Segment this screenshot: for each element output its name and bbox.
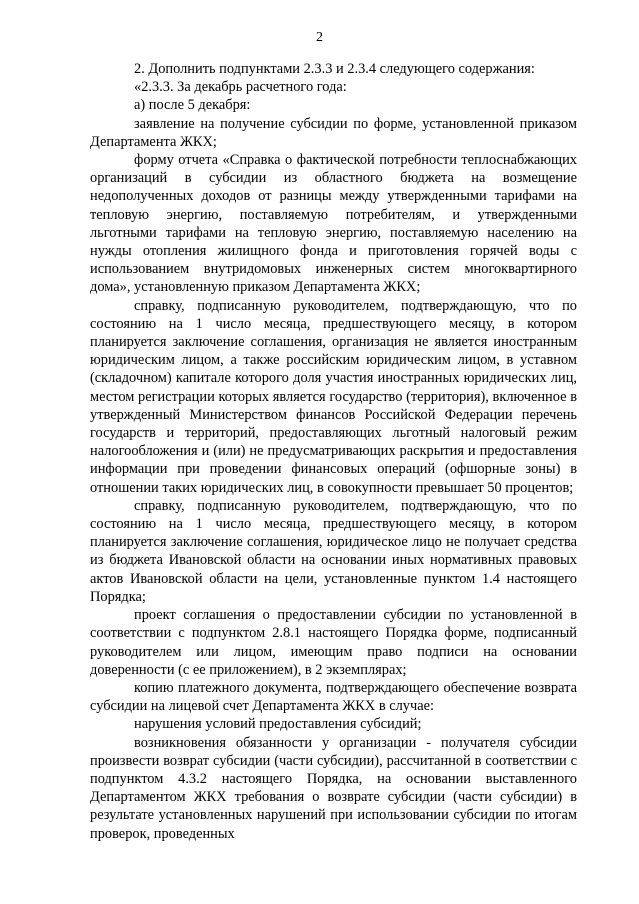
paragraph-item-a: а) после 5 декабря: <box>134 97 251 114</box>
paragraph-violation: нарушения условий предоставления субсидий; <box>134 716 422 733</box>
paragraph-agreement-draft: проект соглашения о предоставлении субсидии по установленной в соответствии с подпунктом 2.8.1 настоящего Порядка форме, подписанный руководителем или лицом, имеющим право подписи на основании доверенности (с ее приложением), в 2 экземплярах; <box>90 607 577 678</box>
paragraph-payment-copy: копию платежного документа, подтверждающего обеспечение возврата субсидии на лицевой счет Департамента ЖКХ в случае: <box>90 679 577 715</box>
paragraph-certificate-foreign: справку, подписанную руководителем, подтверждающую, что по состоянию на 1 число месяца, предшествующего месяцу, в котором планируется заключение соглашения, организация не является иностранным юридическим лицом, а также российским юридическим лицом, в уставном (складочном) капитале которого доля участия иностранных юридических лиц, местом регистрации которых является государство (территория), включенное в утвержденный Министерством финансов Российской Федерации перечень государств и территорий, предоставляющих льготный налоговый режим налогообложения и (или) не предусматривающих раскрытия и предоставления информации при проведении финансовых операций (офшорные зоны) в отношении таких юридических лиц, в совокупности превышает 50 процентов; <box>90 297 577 496</box>
paragraph-refund-obligation: возникновения обязанности у организации - получателя субсидии произвести возврат субсидии (части субсидии), рассчитанной в соответствии с подпунктом 4.3.2 настоящего Порядка, на основании выставленного Департаментом ЖКХ требования о возврате субсидии (части субсидии) в результате установленных нарушений при использовании субсидии по итогам проверок, проведенных <box>90 734 577 842</box>
paragraph-report-form: форму отчета «Справка о фактической потребности теплоснабжающих организаций в субсидии из областного бюджета на возмещение недополученных доходов от разницы между утвержденными тарифами на тепловую энергию, поставляемую потребителям, и утвержденными льготными тарифами на тепловую энергию, поставляемую населению на нужды отопления жилищного фонда и приготовления горячей воды с использованием внутридомовых инженерных систем многоквартирного дома», установленную приказом Департамента ЖКХ; <box>90 152 577 296</box>
paragraph-subclause-2-3-3: «2.3.3. За декабрь расчетного года: <box>134 79 347 96</box>
paragraph-amendment-intro: 2. Дополнить подпунктами 2.3.3 и 2.3.4 следующего содержания: <box>134 61 535 77</box>
paragraph-certificate-budget: справку, подписанную руководителем, подтверждающую, что по состоянию на 1 число месяца, предшествующего месяцу, в котором планируется заключение соглашения, юридическое лицо не получает средства из бюджета Ивановской области на основании иных нормативных правовых актов Ивановской области на цели, установленные пунктом 1.4 настоящего Порядка; <box>90 497 577 605</box>
document-body <box>90 60 577 843</box>
page-number: 2 <box>316 30 323 45</box>
paragraph-application: заявление на получение субсидии по форме, установленной приказом Департамента ЖКХ; <box>90 115 577 150</box>
